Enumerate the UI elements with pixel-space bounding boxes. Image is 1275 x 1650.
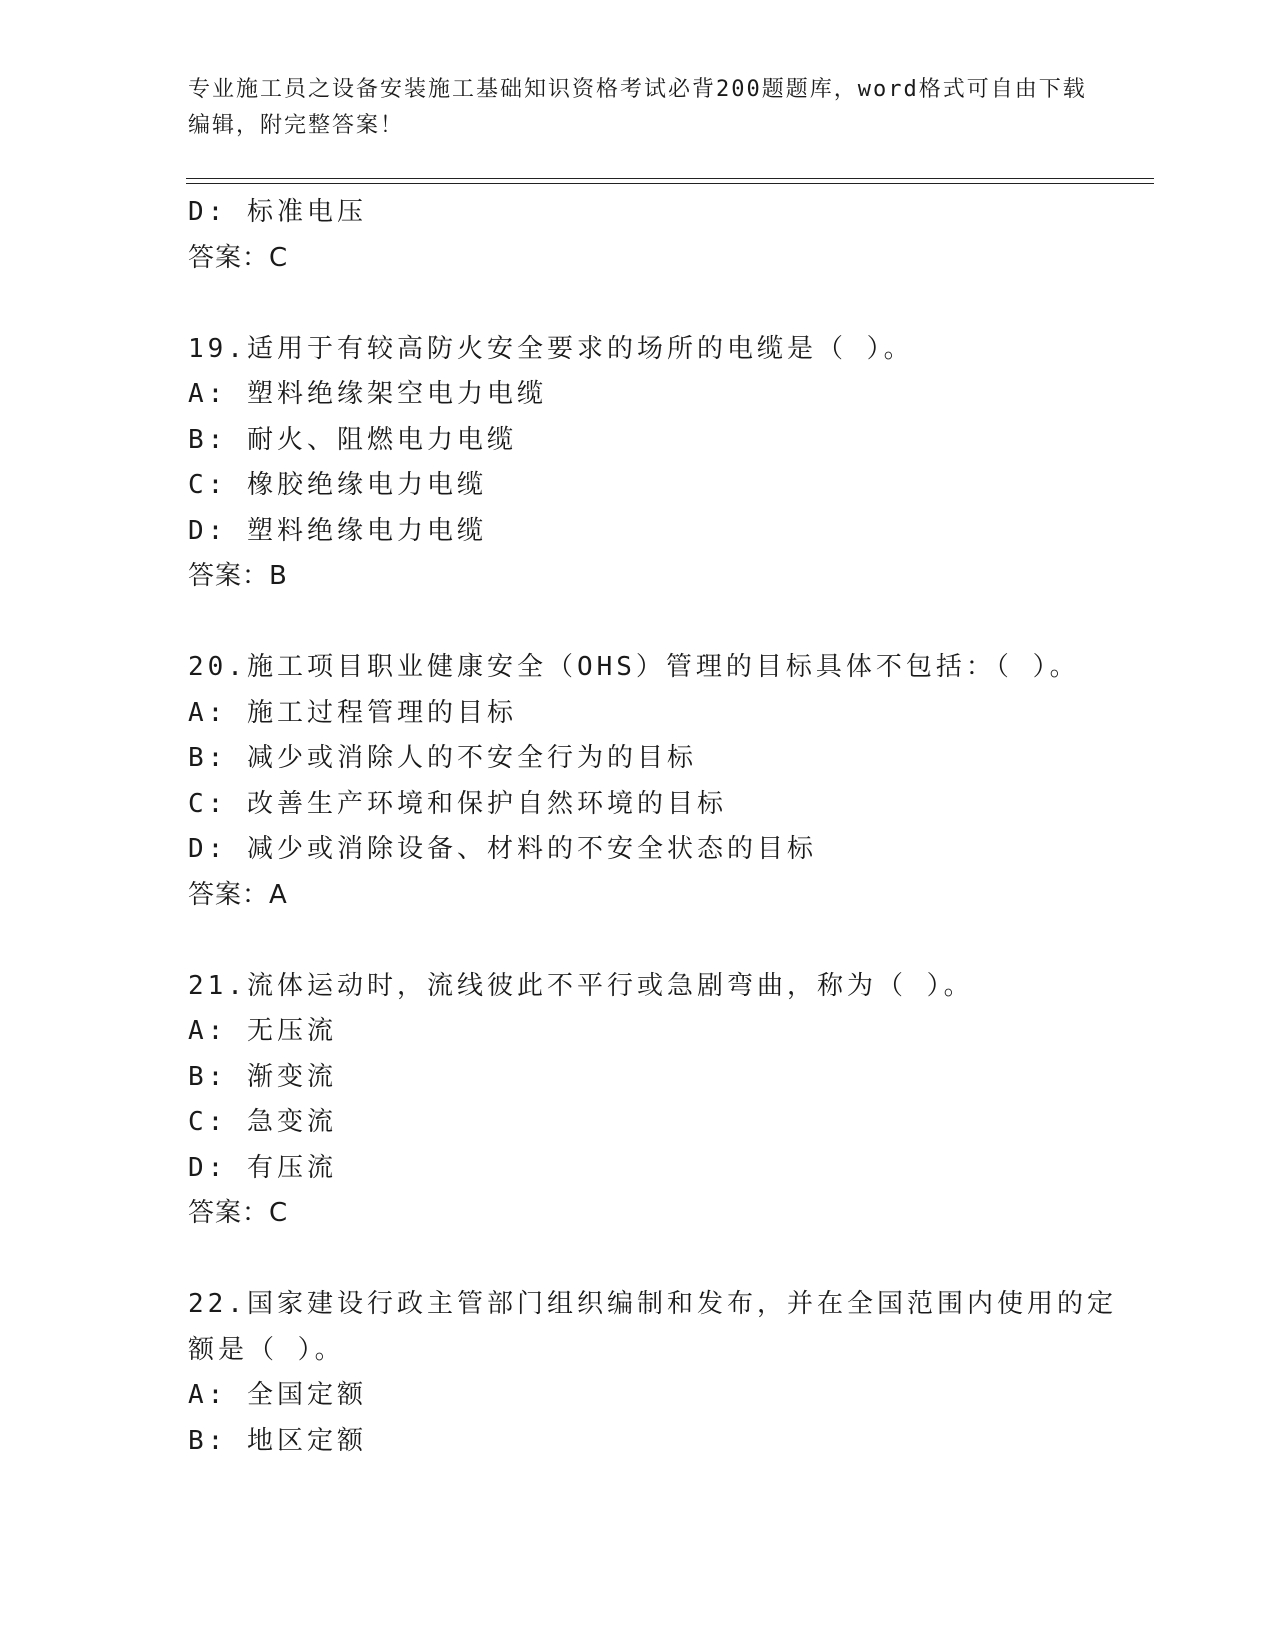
answer-line: 答案：C (188, 242, 289, 273)
option-a: A: 塑料绝缘架空电力电缆 (188, 379, 547, 409)
question-stem: 21.流体运动时，流线彼此不平行或急剧弯曲，称为（ ）。 (188, 970, 974, 1001)
question-stem: 19.适用于有较高防火安全要求的场所的电缆是（ ）。 (188, 333, 914, 364)
option-c: C: 改善生产环境和保护自然环境的目标 (188, 788, 727, 819)
option-b: B: 减少或消除人的不安全行为的目标 (188, 743, 697, 773)
question-stem-continued: 额是（ ）。 (188, 1334, 345, 1365)
option-d: D: 标准电压 (188, 197, 367, 227)
question-stem: 22.国家建设行政主管部门组织编制和发布，并在全国范围内使用的定 (188, 1289, 1117, 1319)
option-a: A: 全国定额 (188, 1380, 367, 1410)
option-d: D: 塑料绝缘电力电缆 (188, 515, 487, 546)
question-stem: 20.施工项目职业健康安全（OHS）管理的目标具体不包括：（ ）。 (188, 652, 1080, 682)
document-header: 专业施工员之设备安装施工基础知识资格考试必背200题题库，word格式可自由下载编辑，附完整答案！ (188, 77, 1087, 138)
option-a: A: 无压流 (188, 1016, 337, 1046)
option-c: C: 急变流 (188, 1107, 337, 1137)
option-d: D: 减少或消除设备、材料的不安全状态的目标 (188, 834, 817, 864)
answer-line: 答案：A (188, 879, 288, 910)
spacer (188, 918, 1088, 964)
answer-line: 答案：B (188, 561, 288, 591)
header-rule-top (186, 178, 1154, 179)
option-a: A: 施工过程管理的目标 (188, 697, 517, 728)
spacer (188, 600, 1088, 646)
spacer (188, 281, 1088, 327)
option-c: C: 橡胶绝缘电力电缆 (188, 470, 487, 500)
question-content (188, 190, 1117, 1464)
option-b: B: 渐变流 (188, 1061, 337, 1092)
answer-line: 答案：C (188, 1198, 289, 1228)
header-rule-bottom (186, 183, 1154, 184)
option-b: B: 耐火、阻燃电力电缆 (188, 424, 517, 455)
spacer (188, 1237, 1088, 1283)
option-d: D: 有压流 (188, 1152, 337, 1183)
option-b: B: 地区定额 (188, 1425, 367, 1456)
